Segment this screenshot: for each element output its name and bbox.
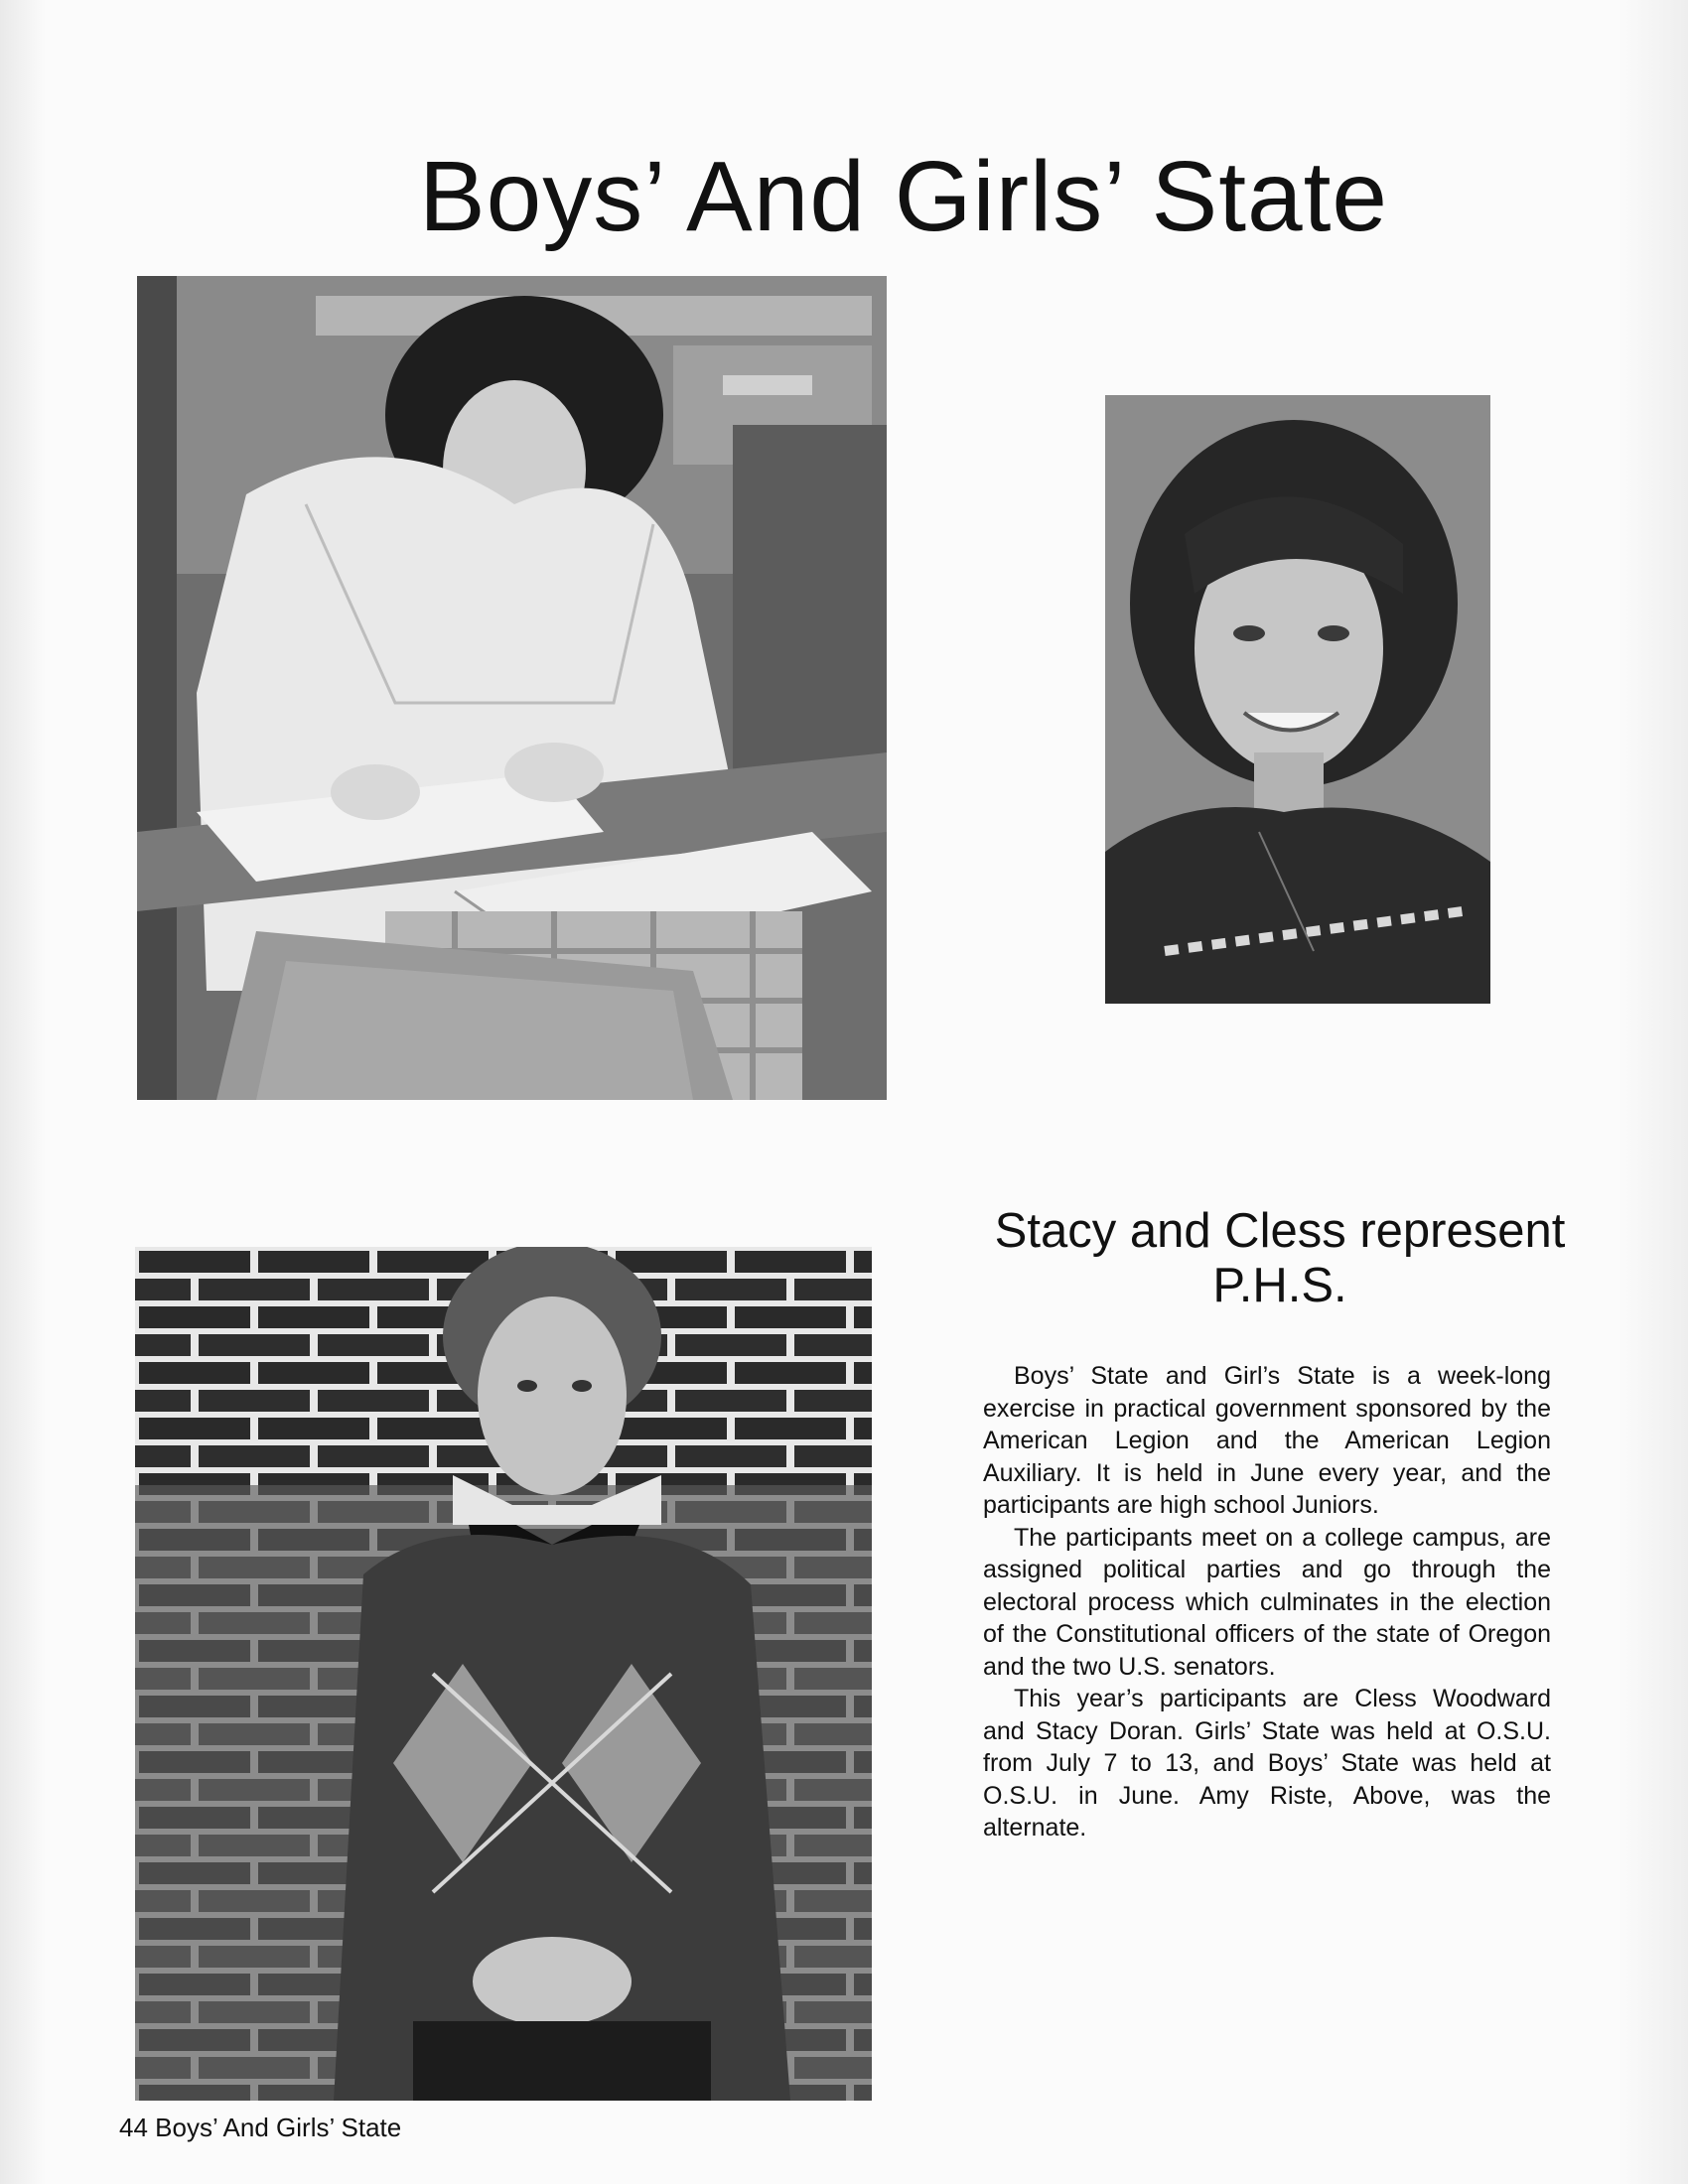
photo-girl-writing-at-desk: [137, 276, 887, 1100]
page-folio: 44 Boys’ And Girls’ State: [119, 2113, 402, 2142]
article-paragraph: Boys’ State and Girl’s State is a week-long exercise in practical government sponsored by the American Legion and the American Legion Auxiliary. It is held in June every year, and the participants are high school Juniors.: [983, 1362, 1551, 1519]
photo-portrait-girl: [1105, 395, 1490, 1004]
article-paragraph: The participants meet on a college campus, are assigned political parties and go through the electoral process which culminates in the election of the Constitutional officers of the state of Oregon and the two U.S. senators.: [983, 1523, 1551, 1681]
scan-edge-shadow-left: [0, 0, 46, 2184]
article-headline: Stacy and Cless represent P.H.S.: [994, 1204, 1566, 1313]
scan-edge-shadow-right: [1618, 0, 1688, 2184]
article-paragraph: This year’s participants are Cless Woodward and Stacy Doran. Girls’ State was held at O.S.U. from July 7 to 13, and Boys’ State was held at O.S.U. in June. Amy Riste, Above, was the alternate.: [983, 1685, 1551, 1842]
page-title: Boys’ And Girls’ State: [418, 141, 1389, 252]
photo-boy-against-brick-wall: [135, 1247, 872, 2101]
article-body: [983, 1360, 1551, 1844]
